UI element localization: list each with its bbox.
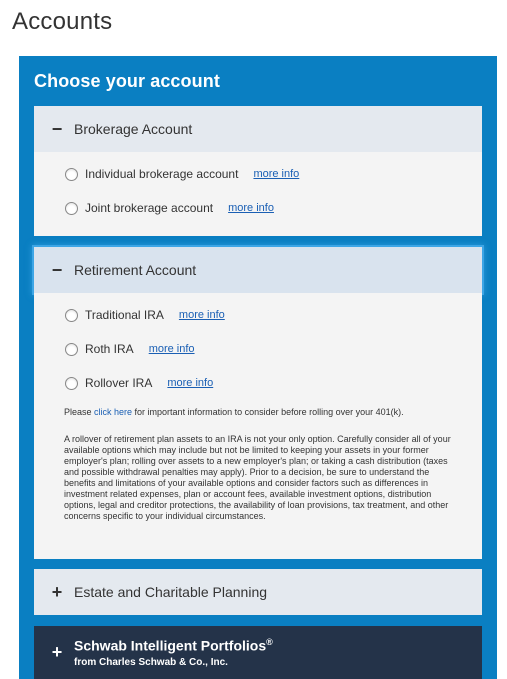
more-info-link[interactable]: more info xyxy=(178,309,225,321)
option-label: Traditional IRA xyxy=(85,308,164,322)
expand-icon: + xyxy=(51,642,63,662)
individual-brokerage-option[interactable] xyxy=(65,167,299,181)
sip-subtitle: from Charles Schwab & Co., Inc. xyxy=(74,656,228,668)
retirement-section-label: Retirement Account xyxy=(74,262,197,278)
brokerage-section-body xyxy=(34,152,482,236)
option-label: Roth IRA xyxy=(85,342,134,356)
option-label: Individual brokerage account xyxy=(85,167,239,181)
account-chooser-panel xyxy=(19,56,497,679)
more-info-link[interactable]: more info xyxy=(228,202,274,214)
estate-section-label: Estate and Charitable Planning xyxy=(74,584,268,600)
sip-title-text: Schwab Intelligent Portfolios xyxy=(74,637,267,654)
roth-ira-radio[interactable] xyxy=(65,343,78,356)
roth-ira-option[interactable] xyxy=(65,342,195,356)
registered-mark: ® xyxy=(266,637,273,648)
traditional-ira-radio[interactable] xyxy=(65,309,78,322)
option-label: Joint brokerage account xyxy=(85,201,214,215)
rollover-disclaimer: A rollover of retirement plan assets to an IRA is not your only option. Carefully consider all of your available options which may include but not be limited to keeping your assets in your former employer's plan; rolling over assets to a new employer's plan; or taking a cash distribution (taxes and possible withdrawal penalties may apply). Prior to a decision, be sure to understand the benefits and limitations of your available options and consider factors such as differences in investment related expenses, plan or account fees, available investment options, distribution options, legal and creditor protections, the availability of loan provisions, tax treatment, and other concerns specific to your individual circumstances. xyxy=(64,434,451,521)
estate-section-header[interactable] xyxy=(34,569,482,615)
brokerage-section-label: Brokerage Account xyxy=(74,121,193,137)
rollover-ira-option[interactable] xyxy=(65,376,213,390)
individual-brokerage-radio[interactable] xyxy=(65,168,78,181)
panel-title: Choose your account xyxy=(34,71,220,91)
joint-brokerage-radio[interactable] xyxy=(65,202,78,215)
more-info-link[interactable]: more info xyxy=(253,168,300,180)
collapse-icon: − xyxy=(51,260,63,280)
retirement-section-body xyxy=(34,293,482,559)
joint-brokerage-option[interactable] xyxy=(65,201,274,215)
rollover-note xyxy=(64,407,460,418)
retirement-section-header[interactable] xyxy=(34,247,482,293)
collapse-icon: − xyxy=(51,119,63,139)
note-prefix: Please xyxy=(64,407,95,417)
sip-text xyxy=(74,637,273,668)
page-title: Accounts xyxy=(12,8,113,35)
option-label: Rollover IRA xyxy=(85,376,153,390)
traditional-ira-option[interactable] xyxy=(65,308,225,322)
expand-icon: + xyxy=(51,582,63,602)
brokerage-section-header[interactable] xyxy=(34,106,482,152)
intelligent-portfolios-section-header[interactable] xyxy=(34,626,482,679)
more-info-link[interactable]: more info xyxy=(167,377,214,389)
click-here-link[interactable]: click here xyxy=(94,407,133,417)
more-info-link[interactable]: more info xyxy=(148,343,195,355)
rollover-ira-radio[interactable] xyxy=(65,377,78,390)
note-suffix: for important information to consider before rolling over your 401(k). xyxy=(132,407,404,417)
sip-title xyxy=(74,637,273,654)
